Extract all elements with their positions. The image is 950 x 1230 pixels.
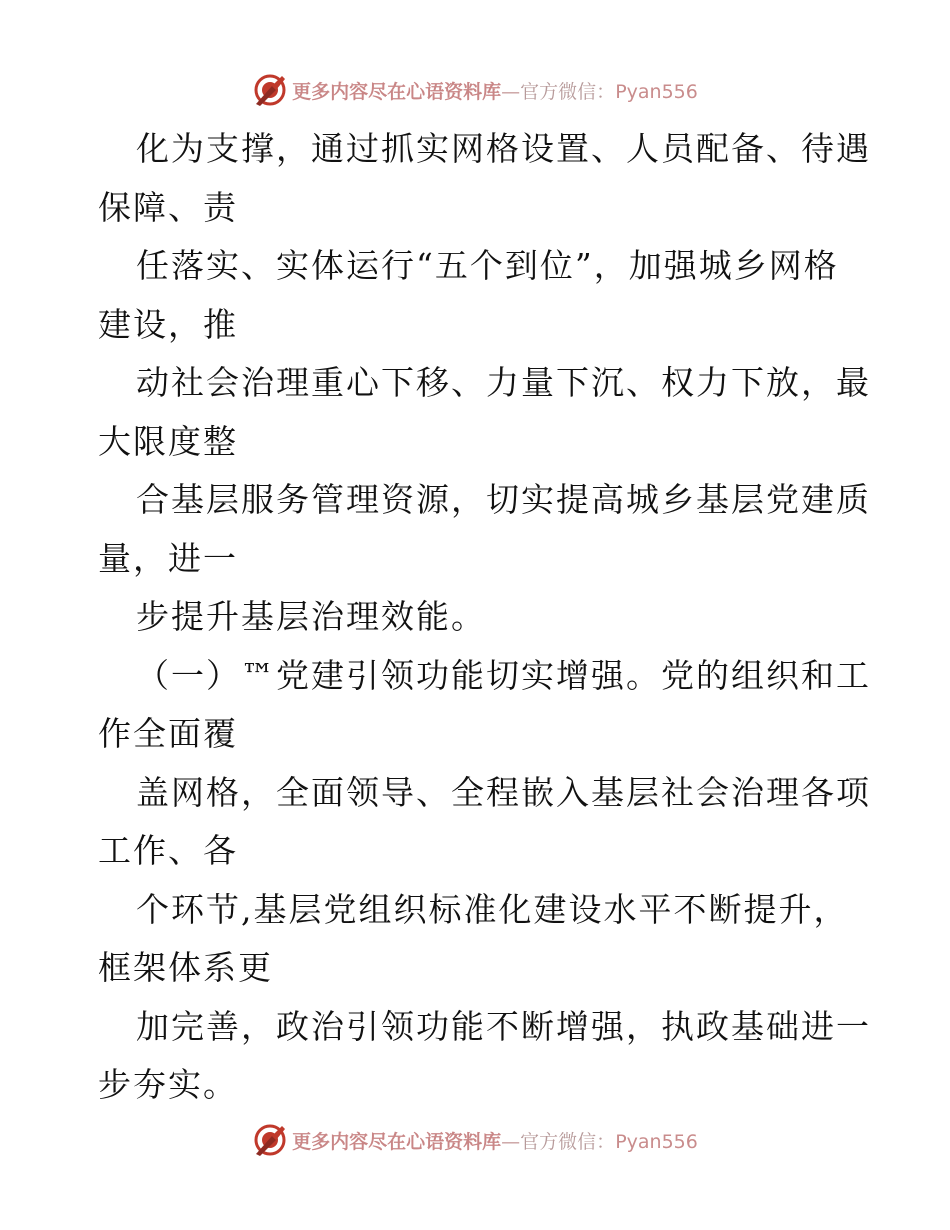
text-line: 框架体系更: [98, 948, 273, 987]
watermark-account: Pyan556: [615, 80, 698, 103]
watermark-dash: —: [501, 80, 521, 103]
text-line: 动社会治理重心下移、力量下沉、权力下放，最: [136, 363, 871, 402]
text-line: 步夯实。: [98, 1065, 238, 1104]
watermark-name: 更多内容尽在心语资料库: [292, 1130, 502, 1153]
watermark-text: [292, 1127, 698, 1154]
text-line: 化为支撑，通过抓实网格设置、人员配备、待遇: [136, 129, 871, 168]
text-line: 作全面覆: [98, 714, 238, 753]
text-line: 大限度整: [98, 421, 238, 461]
text-line: 步提升基层治理效能。: [136, 597, 486, 636]
watermark-text: [292, 77, 698, 104]
text-line: 保障、责: [98, 187, 238, 227]
text-line: 任落实、实体运行“五个到位”，加强城乡网格: [136, 246, 839, 285]
text-line: 盖网格，全面领导、全程嵌入基层社会治理各项: [136, 772, 871, 812]
text-line: 合基层服务管理资源，切实提高城乡基层党建质: [136, 480, 871, 519]
section-heading-line: （一）™党建引领功能切实增强。党的组织和工: [136, 655, 871, 695]
watermark-name: 更多内容尽在心语资料库: [292, 80, 502, 103]
document-body: [98, 120, 871, 1115]
text-line: 个环节,基层党组织标准化建设水平不断提升，: [136, 889, 849, 929]
text-line: 工作、各: [98, 831, 238, 870]
pen-logo-icon: [252, 72, 288, 108]
watermark-label: 官方微信：: [520, 80, 616, 103]
text-line: 加完善，政治引领功能不断增强，执政基础进一: [136, 1006, 871, 1046]
header-watermark: [0, 70, 950, 110]
watermark-account: Pyan556: [615, 1130, 698, 1153]
watermark-label: 官方微信：: [520, 1130, 616, 1153]
footer-watermark: [0, 1120, 950, 1160]
text-line: 建设，推: [98, 304, 238, 344]
watermark-dash: —: [501, 1130, 521, 1153]
pen-logo-icon: [252, 1122, 288, 1158]
text-line: 量，进一: [98, 538, 238, 578]
